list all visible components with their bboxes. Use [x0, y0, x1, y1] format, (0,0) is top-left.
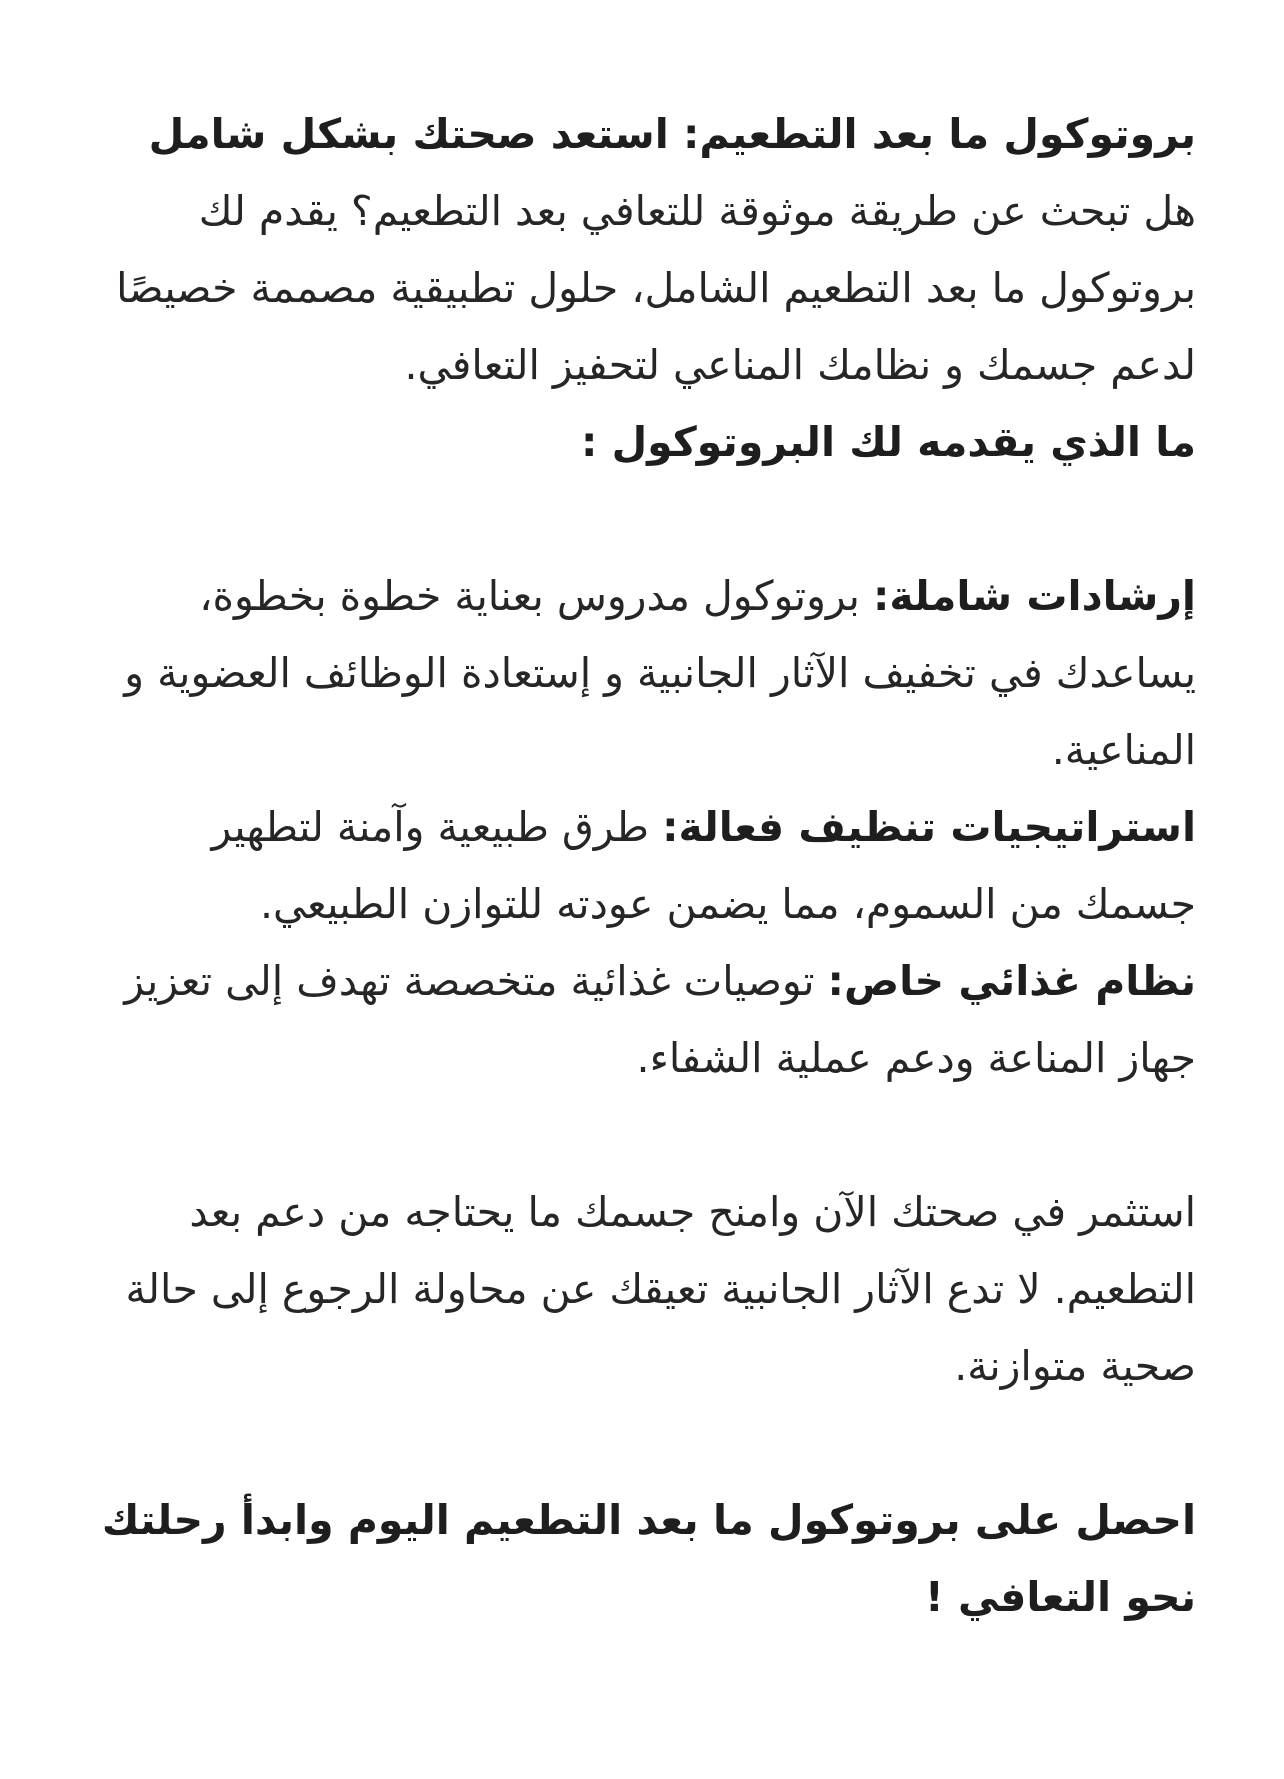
- feature-label: إرشادات شاملة:: [872, 572, 1196, 620]
- feature-text: توصيات غذائية متخصصة تهدف إلى تعزيز جهاز المناعة ودعم عملية الشفاء.: [124, 957, 1196, 1082]
- offers-heading: ما الذي يقدمه لك البروتوكول :: [580, 418, 1196, 466]
- intro-paragraph: هل تبحث عن طريقة موثوقة للتعافي بعد التطعيم؟ يقدم لك بروتوكول ما بعد التطعيم الشامل، حلول تطبيقية مصممة خصيصًا لدعم جسمك و نظامك المناعي لتحفيز التعافي.: [116, 187, 1196, 389]
- spacer: [90, 481, 1196, 558]
- document-body: [90, 96, 1196, 1636]
- feature-label: استراتيجيات تنظيف فعالة:: [662, 803, 1196, 851]
- spacer: [90, 1405, 1196, 1482]
- feature-comprehensive-guidance: [90, 558, 1196, 789]
- document-title: بروتوكول ما بعد التطعيم: استعد صحتك بشكل شامل: [148, 110, 1196, 158]
- call-to-action: احصل على بروتوكول ما بعد التطعيم اليوم وابدأ رحلتك نحو التعافي !: [101, 1496, 1196, 1621]
- feature-text: طرق طبيعية وآمنة لتطهير جسمك من السموم، مما يضمن عودته للتوازن الطبيعي.: [211, 803, 1196, 928]
- invest-paragraph: استثمر في صحتك الآن وامنح جسمك ما يحتاجه من دعم بعد التطعيم. لا تدع الآثار الجانبية تعيقك عن محاولة الرجوع إلى حالة صحية متوازنة.: [125, 1188, 1196, 1390]
- feature-text: بروتوكول مدروس بعناية خطوة بخطوة، يساعدك في تخفيف الآثار الجانبية و إستعادة الوظائف العضوية و المناعية.: [124, 572, 1196, 774]
- feature-cleansing-strategies: [90, 789, 1196, 943]
- spacer: [90, 1097, 1196, 1174]
- feature-special-diet: [90, 943, 1196, 1097]
- feature-label: نظام غذائي خاص:: [827, 957, 1196, 1005]
